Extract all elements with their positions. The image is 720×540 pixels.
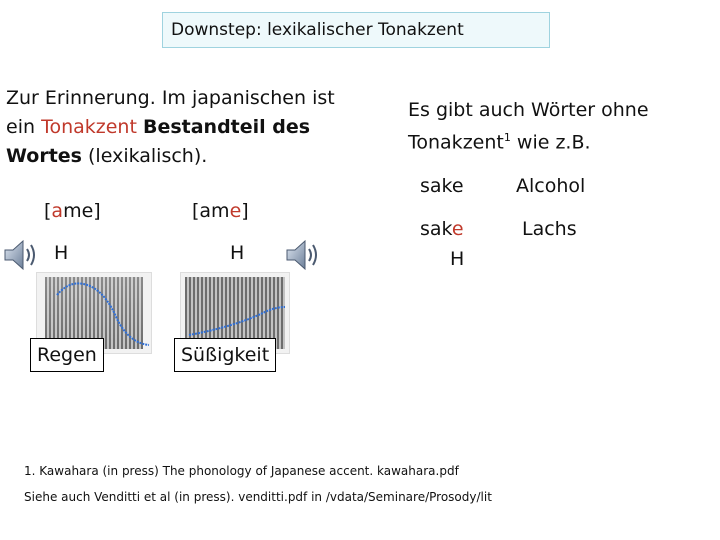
accented-vowel: a [51, 200, 64, 222]
example-ame-1 [44, 200, 101, 222]
gloss-alcohol: Alcohol [516, 175, 586, 197]
word-sake: sake [420, 175, 464, 197]
bracket-close: ] [241, 200, 249, 222]
gloss-lachs: Lachs [522, 218, 577, 240]
gloss-regen: Regen [30, 338, 104, 372]
intro-accent-word: Tonakzent [41, 116, 137, 138]
intro-part3: (lexikalisch). [81, 145, 208, 167]
footnote-2: Siehe auch Venditti et al (in press). venditti.pdf in /vdata/Seminare/Prosody/lit [24, 490, 492, 504]
accented-vowel: e [451, 218, 464, 240]
accented-vowel: e [229, 200, 242, 222]
tone-h-2: H [230, 242, 245, 264]
bracket-rest: me] [63, 200, 101, 222]
bracket-pre: [am [192, 200, 230, 222]
word-sake-accented [420, 218, 464, 240]
no-accent-line1: Es gibt auch Wörter ohne [408, 99, 649, 121]
footnote-ref: 1 [503, 131, 511, 144]
tone-h-3: H [450, 248, 465, 270]
speaker-icon[interactable] [284, 236, 324, 274]
no-accent-line2 [408, 124, 708, 156]
example-ame-2 [192, 200, 249, 222]
gloss-suessigkeit: Süßigkeit [174, 338, 276, 372]
bracket-open: [ [44, 200, 52, 222]
slide-title: Downstep: lexikalischer Tonakzent [162, 12, 550, 48]
tone-h-1: H [54, 242, 69, 264]
speaker-icon[interactable] [2, 236, 42, 274]
sake-stem: sak [420, 218, 452, 240]
intro-text [6, 84, 356, 171]
footnote-1: 1. Kawahara (in press) The phonology of Japanese accent. kawahara.pdf [24, 464, 459, 478]
intro-bold: Bestandteil des Wortes [6, 116, 311, 167]
no-accent-line2-rest: wie z.B. [510, 131, 591, 154]
no-accent-text [408, 97, 708, 156]
intro-part1: Zur Erinnerung. Im japanischen ist ein [6, 87, 335, 138]
tonakzent-word: Tonakzent [408, 131, 504, 154]
